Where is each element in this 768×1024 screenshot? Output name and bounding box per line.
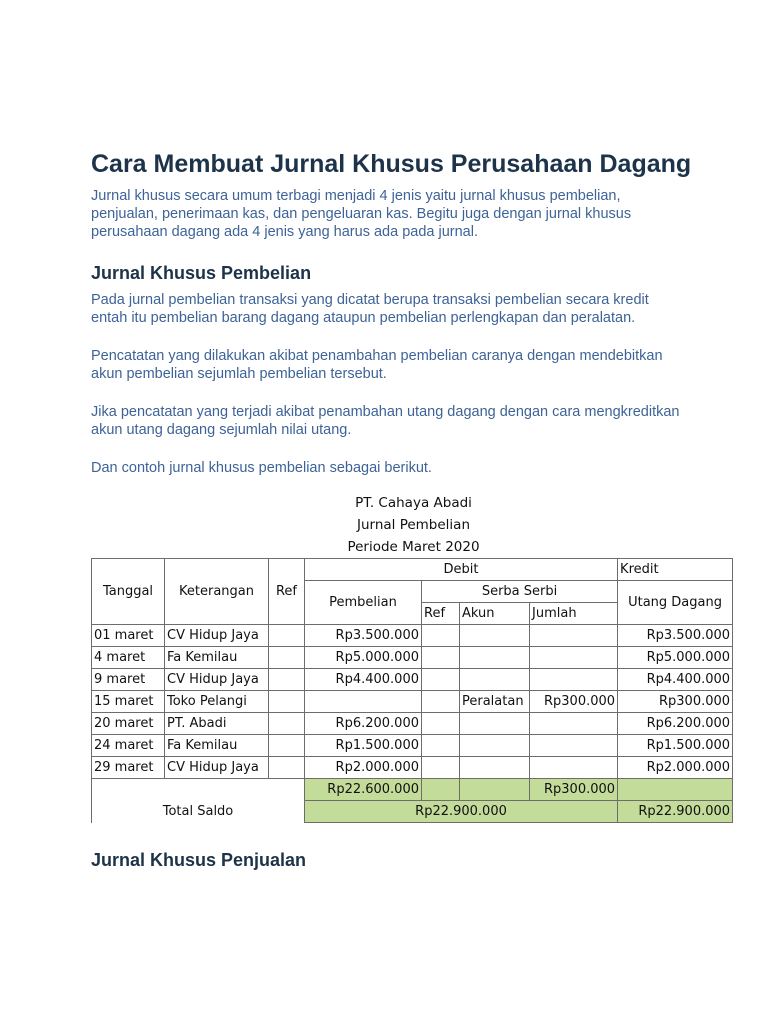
header-utang-dagang: Utang Dagang: [618, 581, 733, 625]
cell-ss-jumlah: Rp300.000: [530, 691, 618, 713]
subtotal-pembelian: Rp22.600.000: [305, 779, 422, 801]
cell-utang: Rp4.400.000: [618, 669, 733, 691]
table-row: [92, 713, 733, 735]
cell-keterangan: Fa Kemilau: [165, 735, 269, 757]
journal-company: PT. Cahaya Abadi: [355, 495, 472, 511]
cell-ss-ref: [422, 647, 460, 669]
cell-tanggal: 01 maret: [92, 625, 165, 647]
cell-ss-akun: Peralatan: [460, 691, 530, 713]
header-row-1: [92, 559, 733, 581]
journal-table-image: [91, 492, 732, 829]
cell-ss-akun: [460, 713, 530, 735]
header-ss-akun: Akun: [460, 603, 530, 625]
cell-tanggal: 20 maret: [92, 713, 165, 735]
subtotal-ss-ref: [422, 779, 460, 801]
cell-utang: Rp5.000.000: [618, 647, 733, 669]
cell-keterangan: CV Hidup Jaya: [165, 669, 269, 691]
cell-ss-ref: [422, 757, 460, 779]
cell-tanggal: 15 maret: [92, 691, 165, 713]
cell-ss-jumlah: [530, 713, 618, 735]
cell-ss-akun: [460, 735, 530, 757]
table-row: [92, 669, 733, 691]
header-ss-jumlah: Jumlah: [530, 603, 618, 625]
cell-utang: Rp6.200.000: [618, 713, 733, 735]
paragraph-3: Jika pencatatan yang terjadi akibat penambahan utang dagang dengan cara mengkreditkan akun utang dagang sejumlah nilai utang.: [91, 404, 680, 438]
cell-ss-ref: [422, 669, 460, 691]
cell-ss-jumlah: [530, 735, 618, 757]
header-pembelian: Pembelian: [305, 581, 422, 625]
cell-utang: Rp1.500.000: [618, 735, 733, 757]
cell-utang: Rp300.000: [618, 691, 733, 713]
cell-ss-jumlah: [530, 625, 618, 647]
header-tanggal: Tanggal: [92, 559, 165, 625]
table-row: [92, 691, 733, 713]
cell-keterangan: Fa Kemilau: [165, 647, 269, 669]
table-row: [92, 625, 733, 647]
paragraph-2: Pencatatan yang dilakukan akibat penambahan pembelian caranya dengan mendebitkan akun pembelian sejumlah pembelian tersebut.: [91, 348, 663, 382]
cell-ss-akun: [460, 757, 530, 779]
section-heading-penjualan: Jurnal Khusus Penjualan: [91, 850, 307, 870]
subtotal-ss-akun: [460, 779, 530, 801]
table-row: [92, 757, 733, 779]
cell-ref: [269, 713, 305, 735]
cell-ref: [269, 735, 305, 757]
cell-ref: [269, 625, 305, 647]
header-kredit: Kredit: [618, 559, 733, 581]
journal-table: [91, 558, 733, 823]
header-serba-serbi: Serba Serbi: [422, 581, 618, 603]
cell-pembelian: [305, 691, 422, 713]
cell-pembelian: Rp3.500.000: [305, 625, 422, 647]
cell-ref: [269, 669, 305, 691]
cell-ref: [269, 647, 305, 669]
header-keterangan: Keterangan: [165, 559, 269, 625]
subtotal-row: [92, 779, 733, 801]
cell-utang: Rp2.000.000: [618, 757, 733, 779]
cell-pembelian: Rp1.500.000: [305, 735, 422, 757]
header-debit: Debit: [305, 559, 618, 581]
cell-ss-ref: [422, 625, 460, 647]
cell-pembelian: Rp5.000.000: [305, 647, 422, 669]
cell-ss-ref: [422, 713, 460, 735]
cell-pembelian: Rp2.000.000: [305, 757, 422, 779]
cell-tanggal: 24 maret: [92, 735, 165, 757]
cell-pembelian: Rp6.200.000: [305, 713, 422, 735]
cell-keterangan: Toko Pelangi: [165, 691, 269, 713]
cell-ss-jumlah: [530, 647, 618, 669]
cell-tanggal: 9 maret: [92, 669, 165, 691]
journal-period: Periode Maret 2020: [347, 539, 480, 555]
cell-ss-jumlah: [530, 757, 618, 779]
total-label: Total Saldo: [92, 801, 305, 823]
subtotal-blank: [92, 779, 305, 801]
header-ss-ref: Ref: [422, 603, 460, 625]
cell-ss-akun: [460, 625, 530, 647]
cell-pembelian: Rp4.400.000: [305, 669, 422, 691]
section-heading-pembelian: Jurnal Khusus Pembelian: [91, 263, 312, 283]
cell-ref: [269, 757, 305, 779]
cell-ss-jumlah: [530, 669, 618, 691]
total-debit: Rp22.900.000: [305, 801, 618, 823]
intro-paragraph: Jurnal khusus secara umum terbagi menjadi 4 jenis yaitu jurnal khusus pembelian, penjualan, penerimaan kas, dan pengeluaran kas. Begitu juga dengan jurnal khusus perusahaan dagang ada 4 jenis yang harus ada pada jurnal.: [91, 188, 632, 240]
header-ref: Ref: [269, 559, 305, 625]
cell-tanggal: 4 maret: [92, 647, 165, 669]
cell-ss-ref: [422, 735, 460, 757]
page-title: Cara Membuat Jurnal Khusus Perusahaan Dagang: [91, 150, 692, 178]
subtotal-ss-jumlah: Rp300.000: [530, 779, 618, 801]
cell-keterangan: CV Hidup Jaya: [165, 757, 269, 779]
total-kredit: Rp22.900.000: [618, 801, 733, 823]
paragraph-1: Pada jurnal pembelian transaksi yang dicatat berupa transaksi pembelian secara kredit entah itu pembelian barang dagang ataupun pembelian perlengkapan dan peralatan.: [91, 292, 649, 326]
journal-name: Jurnal Pembelian: [356, 517, 471, 533]
cell-ss-akun: [460, 647, 530, 669]
table-row: [92, 647, 733, 669]
cell-tanggal: 29 maret: [92, 757, 165, 779]
total-row: [92, 801, 733, 823]
cell-ref: [269, 691, 305, 713]
paragraph-4: Dan contoh jurnal khusus pembelian sebagai berikut.: [91, 460, 432, 476]
cell-keterangan: CV Hidup Jaya: [165, 625, 269, 647]
cell-ss-ref: [422, 691, 460, 713]
cell-ss-akun: [460, 669, 530, 691]
subtotal-utang: [618, 779, 733, 801]
table-row: [92, 735, 733, 757]
cell-keterangan: PT. Abadi: [165, 713, 269, 735]
cell-utang: Rp3.500.000: [618, 625, 733, 647]
